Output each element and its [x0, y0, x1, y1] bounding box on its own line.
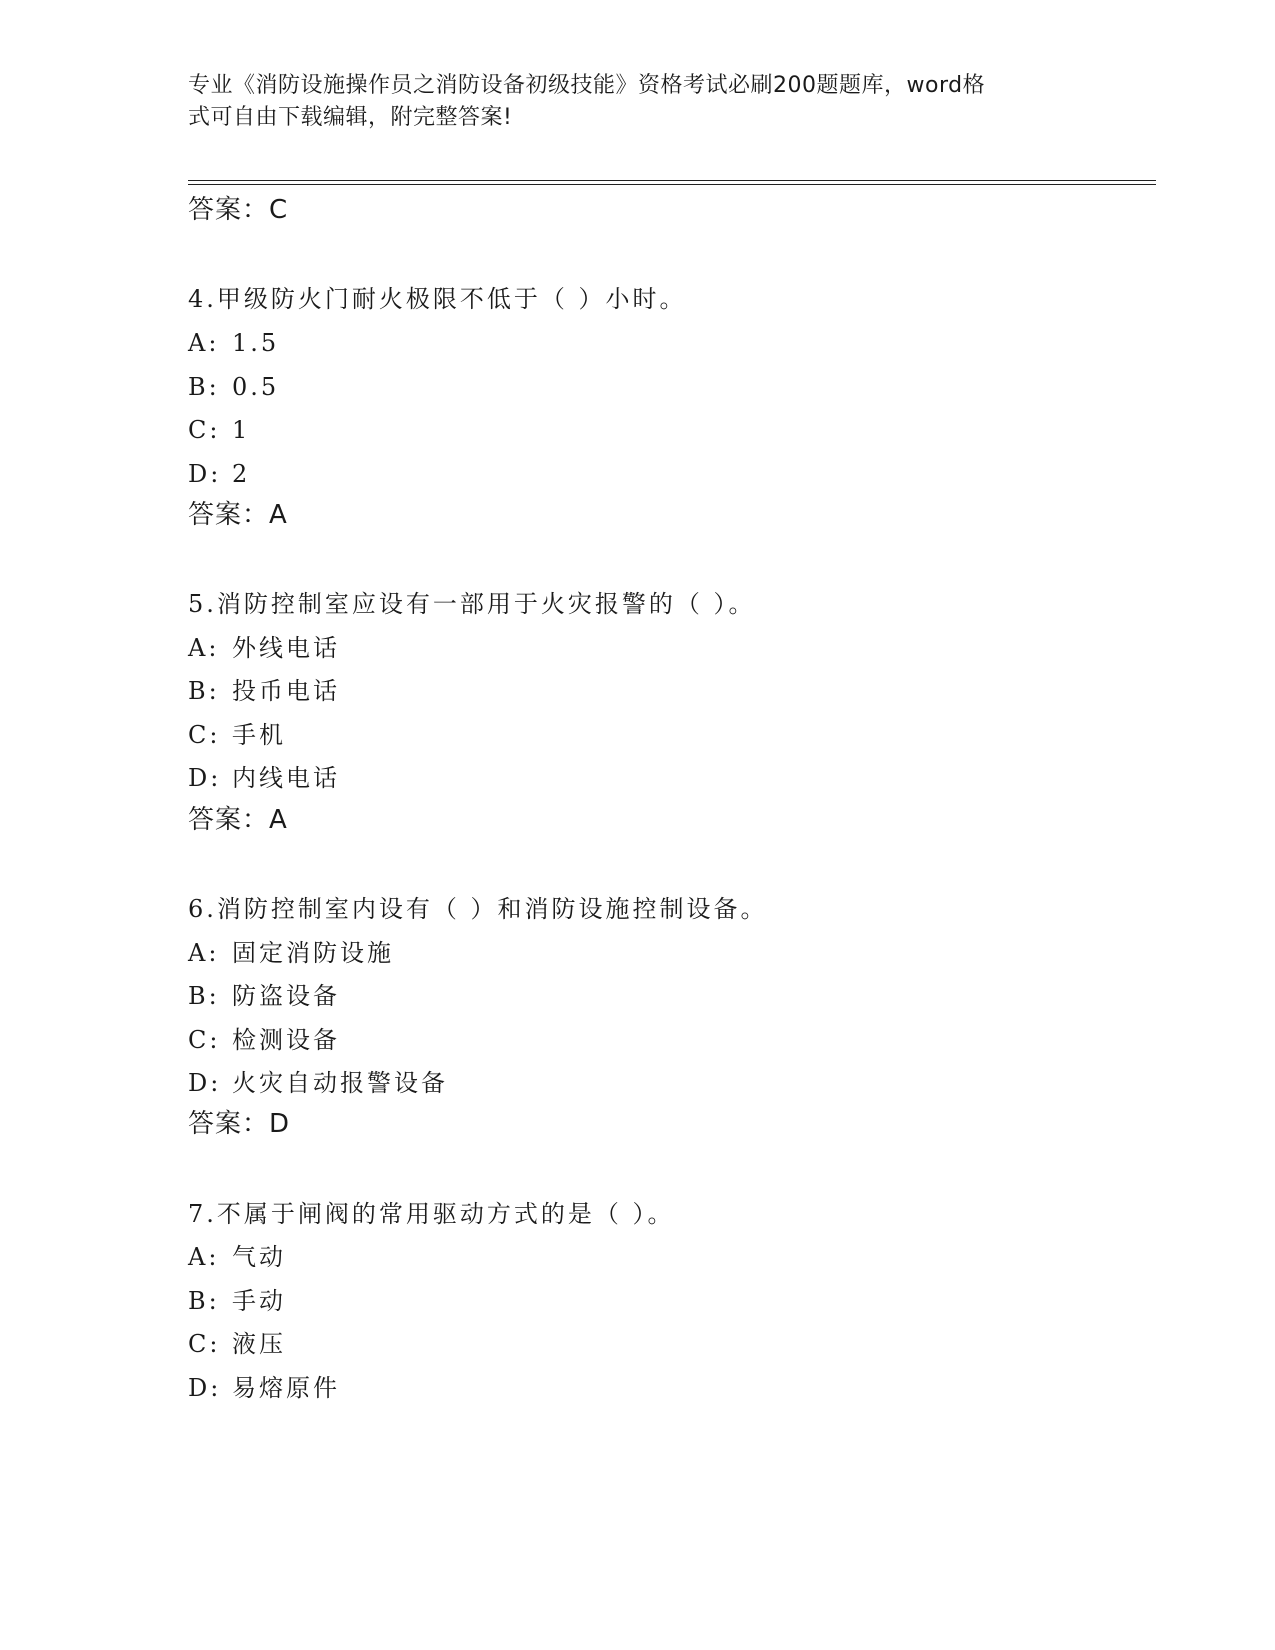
option-5-c [188, 718, 286, 752]
option-text: 2 [232, 460, 251, 488]
answer-value: A [269, 805, 288, 835]
option-text: 液压 [232, 1330, 286, 1358]
option-7-b [188, 1284, 286, 1318]
option-letter: B: [188, 982, 220, 1010]
header-line-2: 式可自由下载编辑，附完整答案! [188, 105, 513, 130]
option-4-d [188, 457, 250, 491]
option-letter: C: [188, 721, 221, 749]
header-line-1: 专业《消防设施操作员之消防设备初级技能》资格考试必刷200题题库，word格 [188, 73, 986, 98]
answer-line-prev [188, 193, 288, 227]
option-text: 手动 [232, 1287, 286, 1315]
answer-line-6 [188, 1107, 290, 1141]
option-text: 外线电话 [232, 634, 340, 662]
option-letter: A: [188, 329, 220, 357]
question-stem-4: 4.甲级防火门耐火极限不低于（ ）小时。 [188, 285, 687, 313]
option-letter: C: [188, 1330, 221, 1358]
option-6-c [188, 1023, 340, 1057]
header-divider-bottom [188, 184, 1156, 185]
option-text: 火灾自动报警设备 [232, 1069, 448, 1097]
answer-label: 答案： [188, 1109, 270, 1139]
option-text: 1.5 [232, 329, 280, 357]
option-text: 0.5 [232, 373, 280, 401]
option-4-b [188, 370, 279, 404]
option-text: 气动 [232, 1243, 286, 1271]
option-letter: C: [188, 416, 221, 444]
option-text: 检测设备 [232, 1026, 340, 1054]
option-7-a [188, 1240, 286, 1274]
option-letter: D: [188, 1069, 222, 1097]
answer-label: 答案： [188, 500, 270, 530]
option-text: 易熔原件 [232, 1374, 340, 1402]
option-text: 防盗设备 [232, 982, 340, 1010]
option-5-b [188, 674, 340, 708]
option-letter: C: [188, 1026, 221, 1054]
option-letter: D: [188, 764, 222, 792]
option-letter: B: [188, 677, 220, 705]
answer-line-4 [188, 498, 288, 532]
option-letter: B: [188, 373, 220, 401]
option-5-d [188, 761, 340, 795]
answer-value: D [269, 1109, 291, 1139]
question-stem-7: 7.不属于闸阀的常用驱动方式的是（ ）。 [188, 1200, 675, 1228]
option-text: 手机 [232, 721, 286, 749]
option-letter: D: [188, 460, 222, 488]
option-7-d [188, 1371, 340, 1405]
answer-label: 答案： [188, 805, 270, 835]
answer-line-5 [188, 803, 288, 837]
option-letter: B: [188, 1287, 220, 1315]
header-divider-top [188, 180, 1156, 181]
question-stem-5: 5.消防控制室应设有一部用于火灾报警的（ ）。 [188, 590, 756, 618]
option-letter: A: [188, 939, 220, 967]
option-text: 1 [232, 416, 251, 444]
answer-value: A [269, 500, 288, 530]
option-5-a [188, 631, 340, 665]
option-text: 内线电话 [232, 764, 340, 792]
question-stem-6: 6.消防控制室内设有（ ）和消防设施控制设备。 [188, 895, 768, 923]
option-4-a [188, 326, 279, 360]
option-text: 固定消防设施 [232, 939, 394, 967]
option-6-b [188, 979, 340, 1013]
option-letter: D: [188, 1374, 222, 1402]
option-text: 投币电话 [232, 677, 340, 705]
answer-label: 答案： [188, 195, 270, 225]
option-6-a [188, 936, 394, 970]
option-4-c [188, 413, 250, 447]
option-letter: A: [188, 1243, 220, 1271]
option-letter: A: [188, 634, 220, 662]
option-7-c [188, 1327, 286, 1361]
document-header [188, 70, 1078, 134]
answer-value: C [269, 195, 289, 225]
option-6-d [188, 1066, 448, 1100]
